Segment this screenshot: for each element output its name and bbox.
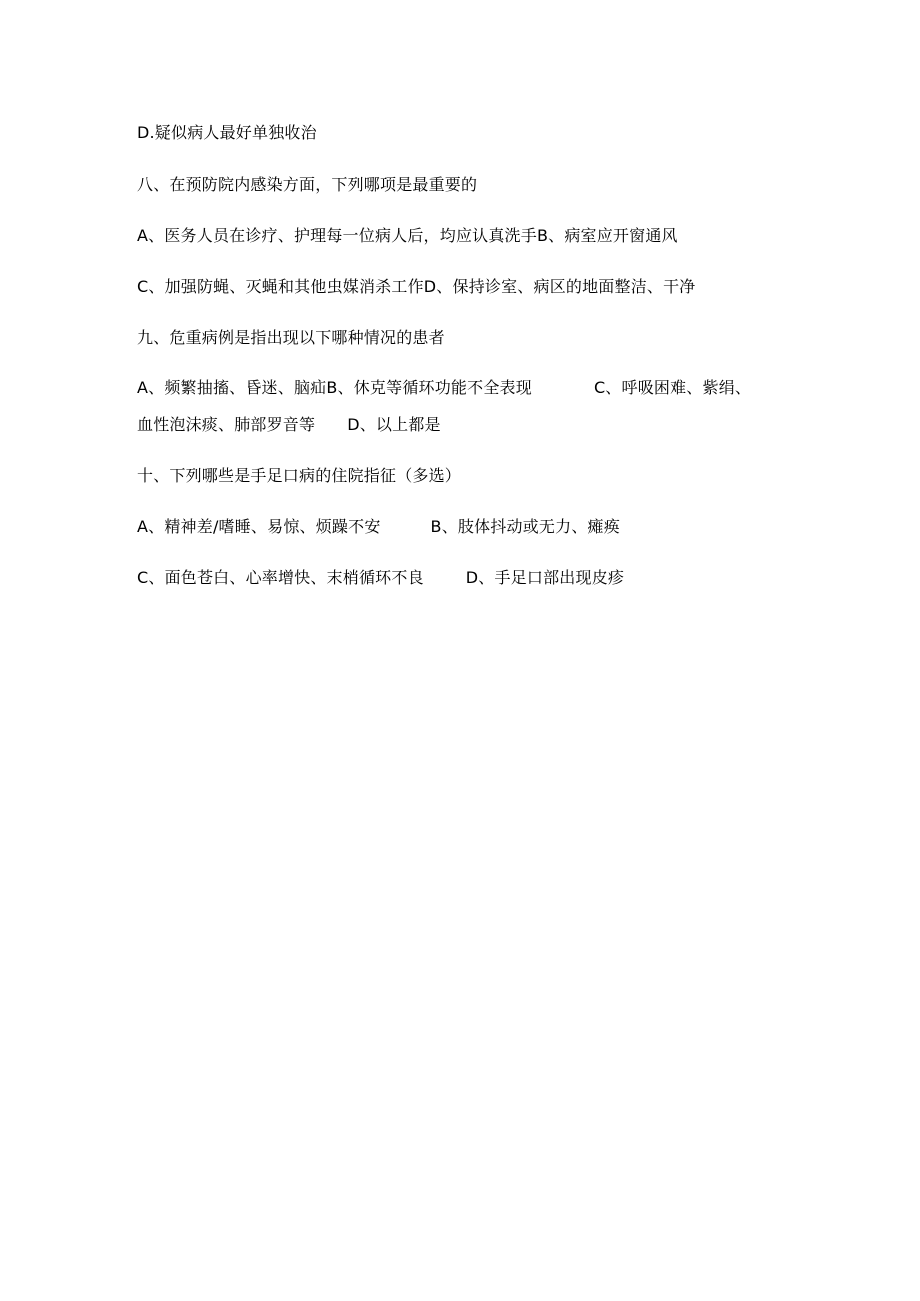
option-text: D、以上都是 [347, 415, 441, 434]
option-text: C、呼吸困难、紫绢、 [593, 378, 752, 397]
option-text: B、肢体抖动或无力、瘫痪 [430, 517, 620, 536]
question-8 [137, 175, 477, 195]
question-10 [137, 466, 461, 486]
question-text: 十、下列哪些是手足口病的住院指征（多选） [137, 466, 462, 485]
option-text: A、医务人员在诊疗、护理每一位病人后，均应认真洗手B、病室应开窗通风 [137, 226, 678, 245]
option-text: A、精神差/嗜睡、易惊、烦躁不安 [137, 517, 381, 536]
question-8-options-cd [137, 277, 696, 297]
option-text: C、加强防蝇、灭蝇和其他虫媒消杀工作D、保持诊室、病区的地面整洁、干净 [137, 277, 696, 296]
question-9 [137, 328, 445, 348]
option-text: 血性泡沫痰、肺部罗音等 [137, 415, 316, 434]
option-text: D.疑似病人最好单独收治 [137, 123, 317, 142]
question-text: 八、在预防院内感染方面，下列哪项是最重要的 [137, 175, 478, 194]
question-text: 九、危重病例是指出现以下哪种情况的患者 [137, 328, 445, 347]
question-8-options-ab [137, 226, 678, 246]
option-text: C、面色苍白、心率增快、末梢循环不良 [137, 568, 424, 587]
question-9-options-cd [137, 415, 441, 435]
option-d-previous [137, 123, 317, 143]
question-9-options-abc [137, 378, 751, 398]
question-10-options-cd [137, 568, 624, 588]
option-text: A、频繁抽搐、昏迷、脑疝B、休克等循环功能不全表现 [137, 378, 532, 397]
question-10-options-ab [137, 517, 620, 537]
option-text: D、手足口部出现皮疹 [465, 568, 625, 587]
